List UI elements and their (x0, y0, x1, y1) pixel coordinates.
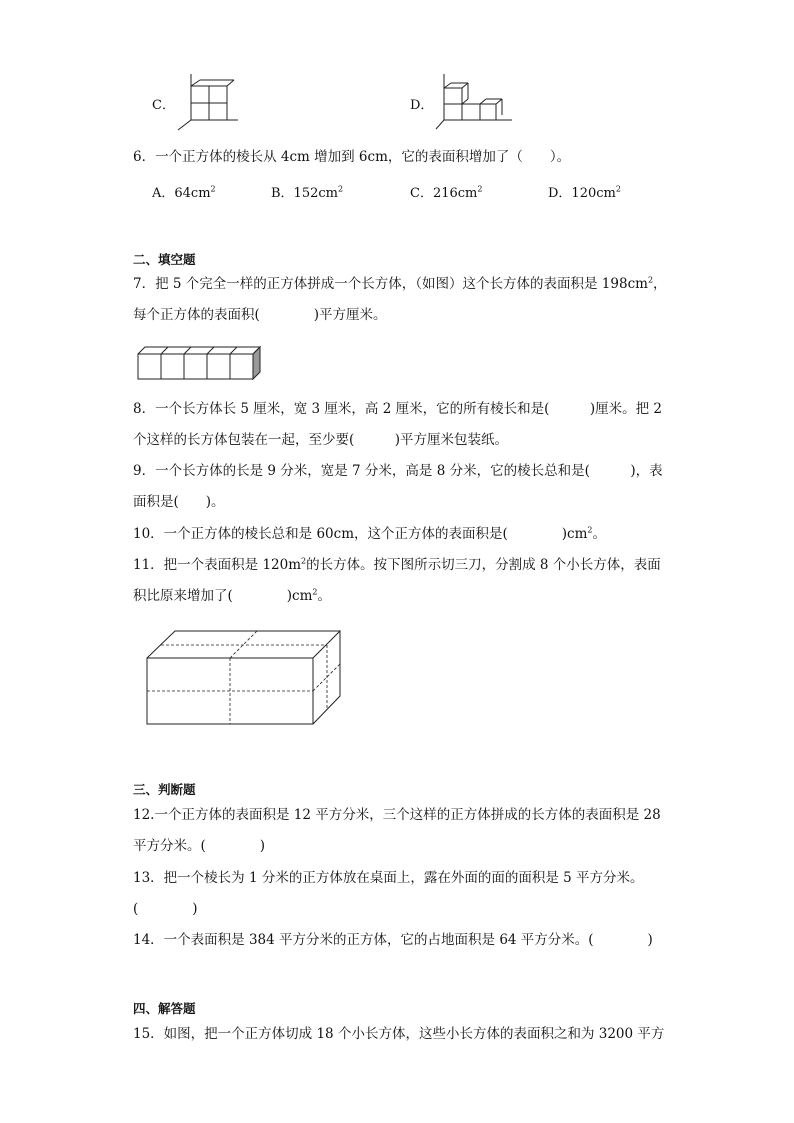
q6-option-a: A．$64cm^2$ (152, 184, 216, 201)
cube-stack-figure-c (178, 74, 238, 134)
section-2-heading: 二、填空题 (133, 252, 196, 267)
cube-stack-figure-d (436, 74, 516, 134)
question-15-line-1: 15．如图，把一个正方体切成 18 个小长方体，这些小长方体的表面积之和为 3200 平方 (133, 1026, 665, 1042)
question-14: 14．一个表面积是 384 平方分米的正方体，它的占地面积是 64 平方分米。( ) (133, 932, 653, 948)
question-13-line-2: ( ) (133, 901, 198, 917)
question-7-line-2: 每个正方体的表面积( )平方厘米。 (133, 307, 387, 323)
question-13-line-1: 13．把一个棱长为 1 分米的正方体放在桌面上，露在外面的面的面积是 5 平方分米。 (133, 870, 644, 886)
question-9-line-1: 9．一个长方体的长是 9 分米，宽是 7 分米，高是 8 分米，它的棱长总和是( )，表 (133, 463, 663, 479)
five-cube-row-figure (137, 346, 263, 380)
question-12-line-1: 12.一个正方体的表面积是 12 平方分米，三个这样的正方体拼成的长方体的表面积是 28 (133, 807, 661, 823)
section-4-heading: 四、解答题 (133, 1001, 196, 1016)
cuboid-cut-figure (145, 630, 345, 730)
q6-option-b: B．$152cm^2$ (271, 184, 344, 201)
q6-option-c: C．$216cm^2$ (410, 184, 483, 201)
option-d-label: D． (410, 98, 434, 113)
option-c-label: C． (152, 98, 175, 113)
q6-option-d: D．$120cm^2$ (548, 184, 621, 201)
question-12-line-2: 平方分米。( ) (133, 838, 266, 854)
question-9-line-2: 面积是( )。 (133, 494, 225, 510)
section-3-heading: 三、判断题 (133, 782, 196, 797)
question-10: 10．一个正方体的棱长总和是 60cm，这个正方体的表面积是( )$cm^2$。 (133, 525, 606, 542)
question-8-line-1: 8．一个长方体长 5 厘米，宽 3 厘米，高 2 厘米，它的所有棱长和是( )厘米。把 2 (133, 401, 663, 417)
question-8-line-2: 个这样的长方体包装在一起，至少要( )平方厘米包装纸。 (133, 432, 509, 448)
question-11-line-1: 11．把一个表面积是 $120m^2$的长方体。按下图所示切三刀，分割成 8 个小长方体，表面 (133, 556, 661, 573)
question-6-stem: 6．一个正方体的棱长从 4cm 增加到 6cm，它的表面积增加了（ ）。 (133, 149, 571, 165)
question-11-line-2: 积比原来增加了( )$cm^2$。 (133, 587, 331, 604)
question-7-line-1: 7．把 5 个完全一样的正方体拼成一个长方体，（如图）这个长方体的表面积是 $198cm^2$， (133, 275, 667, 292)
